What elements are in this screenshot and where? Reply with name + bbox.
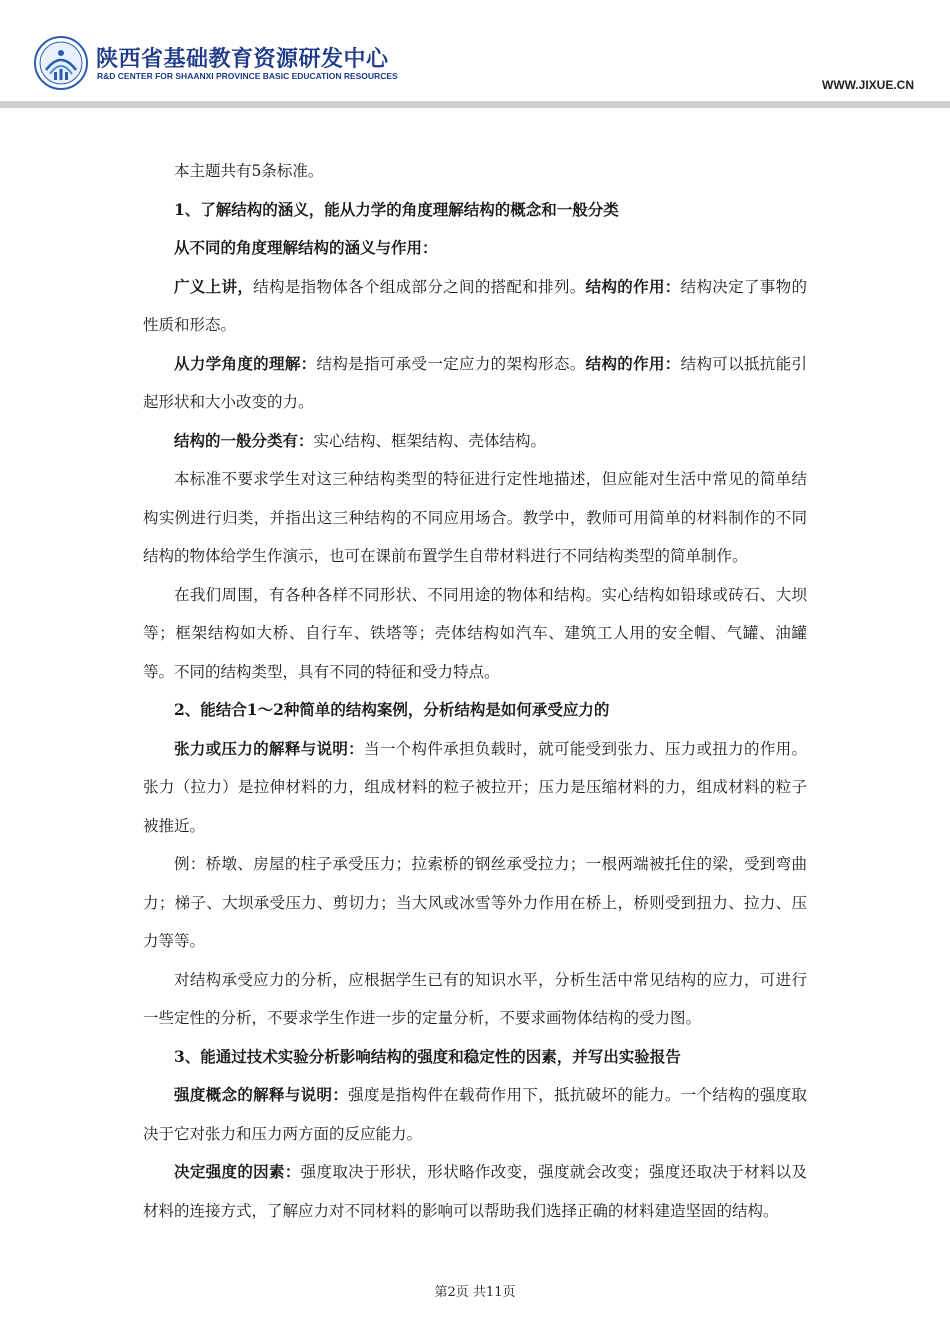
paragraph-classification	[143, 422, 807, 461]
section-2-heading: 2、能结合1～2种简单的结构案例，分析结构是如何承受应力的	[174, 700, 610, 719]
org-name-en: R&D CENTER FOR SHAANXI PROVINCE BASIC EDUCATION RESOURCES	[97, 71, 398, 81]
paragraph-text: 结构可以抵抗能引起形状和大小改变的力。	[143, 354, 807, 411]
section-3-heading: 3、能通过技术实验分析影响结构的强度和稳定性的因素，并写出实验报告	[174, 1046, 681, 1066]
page-header	[0, 0, 950, 108]
paragraph-text: 强度取决于形状，形状略作改变，强度就会改变；强度还取决于材料以及材料的连接方式，了解应力对不同材料的影响可以帮助我们选择正确的材料建造坚固的结构。	[143, 1163, 807, 1220]
page-number: 第2页 共11页	[434, 1285, 516, 1300]
term-label: 从力学角度的理解：	[174, 353, 317, 373]
section-1-subheading: 从不同的角度理解结构的涵义与作用：	[174, 238, 438, 257]
org-logo-icon	[34, 36, 88, 90]
paragraph-standard-note: 本标准不要求学生对这三种结构类型的特征进行定性地描述，但应能对生活中常见的简单结构实例进行归类，并指出这三种结构的不同应用场合。教学中，教师可用简单的材料制作的不同结构的物体给学生作演示，也可在课前布置学生自带材料进行不同结构类型的简单制作。	[143, 470, 807, 565]
paragraph-strength-concept	[143, 1076, 807, 1153]
website-url: WWW.JIXUE.CN	[822, 78, 914, 92]
term-label: 结构的作用：	[585, 353, 681, 373]
term-label: 强度概念的解释与说明：	[174, 1085, 349, 1104]
term-label: 结构的一般分类有：	[174, 430, 314, 450]
paragraph-tension-compression	[143, 730, 807, 846]
paragraph-broad-sense	[143, 268, 807, 345]
term-label: 广义上讲，	[174, 276, 254, 296]
term-label: 张力或压力的解释与说明：	[174, 738, 364, 758]
term-label: 结构的作用：	[585, 276, 681, 296]
paragraph-text: 当一个构件承担负载时，就可能受到张力、压力或扭力的作用。张力（拉力）是拉伸材料的力，组成材料的粒子被拉开；压力是压缩材料的力，组成材料的粒子被推近。	[143, 739, 807, 835]
paragraph-text: 实心结构、框架结构、壳体结构。	[313, 431, 547, 450]
paragraph-text: 强度是指构件在载荷作用下，抵抗破坏的能力。一个结构的强度取决于它对张力和压力两方面的反应能力。	[143, 1086, 807, 1143]
header-divider	[0, 101, 950, 108]
paragraph-strength-factors	[143, 1153, 807, 1230]
section-1-heading: 1、了解结构的涵义，能从力学的角度理解结构的概念和一般分类	[174, 199, 619, 219]
paragraph-mechanics	[143, 345, 807, 422]
document-body	[143, 152, 807, 1230]
paragraph-text: 结构是指可承受一定应力的架构形态。	[316, 354, 586, 373]
paragraph-text: 结构是指物体各个组成部分之间的搭配和排列。	[253, 277, 586, 296]
paragraph-examples: 在我们周围，有各种各样不同形状、不同用途的物体和结构。实心结构如铅球或砖石、大坝等；框架结构如大桥、自行车、铁塔等；壳体结构如汽车、建筑工人用的安全帽、气罐、油罐等。不同的结构类型，具有不同的特征和受力特点。	[143, 585, 807, 681]
intro-paragraph: 本主题共有5条标准。	[174, 162, 324, 180]
paragraph-force-examples: 例：桥墩、房屋的柱子承受压力；拉索桥的钢丝承受拉力；一根两端被托住的梁，受到弯曲力；梯子、大坝承受压力、剪切力；当大风或冰雪等外力作用在桥上，桥则受到扭力、拉力、压力等等。	[143, 855, 807, 950]
org-name-cn: 陕西省基础教育资源研发中心	[96, 47, 389, 72]
term-label: 决定强度的因素：	[174, 1162, 301, 1181]
paragraph-text: 结构决定了事物的性质和形态。	[143, 277, 807, 334]
paragraph-analysis-note: 对结构承受应力的分析，应根据学生已有的知识水平，分析生活中常见结构的应力，可进行一些定性的分析，不要求学生作进一步的定量分析，不要求画物体结构的受力图。	[143, 970, 807, 1027]
